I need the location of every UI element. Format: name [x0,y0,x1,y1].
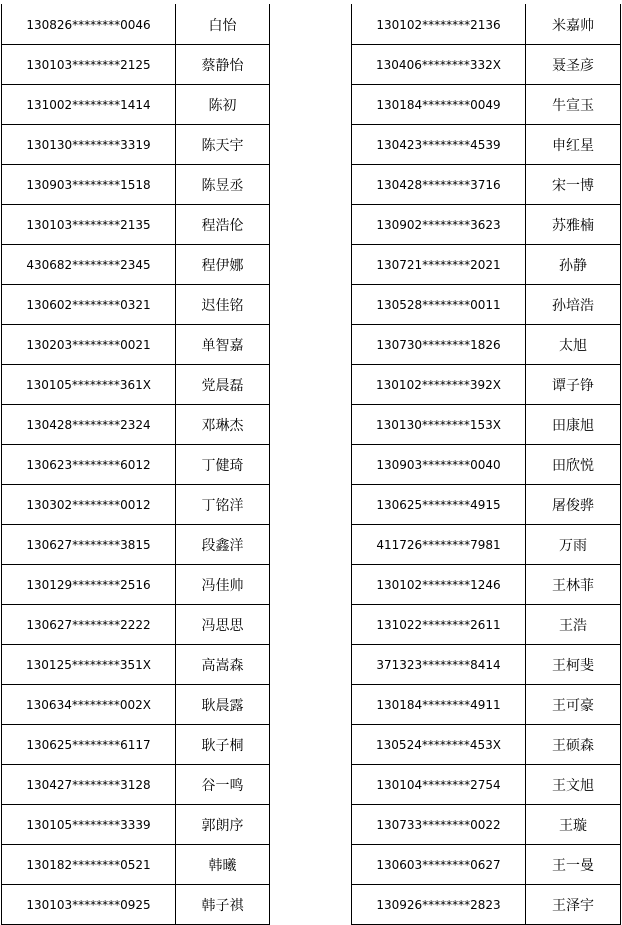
name-cell: 孙培浩 [526,285,621,325]
id-number-cell: 130902********3623 [352,205,526,245]
id-number-cell: 130625********6117 [2,725,176,765]
table-row [352,645,621,685]
table-row [352,245,621,285]
name-cell: 丁铭洋 [176,485,270,525]
name-cell: 郭朗序 [176,805,270,845]
id-number-cell: 130730********1826 [352,325,526,365]
id-number-cell: 130103********2125 [2,45,176,85]
name-cell: 王一曼 [526,845,621,885]
table-row [352,445,621,485]
table-row [2,645,270,685]
id-number-cell: 130903********0040 [352,445,526,485]
table-row [352,485,621,525]
table-row [2,45,270,85]
id-number-cell: 130104********2754 [352,765,526,805]
name-cell: 王泽宇 [526,885,621,925]
id-number-cell: 130625********4915 [352,485,526,525]
table-row [2,365,270,405]
table-row [2,325,270,365]
table-row [352,165,621,205]
id-number-cell: 130926********2823 [352,885,526,925]
name-cell: 聂圣彦 [526,45,621,85]
table-row [2,205,270,245]
name-cell: 米嘉帅 [526,5,621,45]
table-row [2,125,270,165]
name-cell: 宋一博 [526,165,621,205]
name-cell: 太旭 [526,325,621,365]
id-number-cell: 130528********0011 [352,285,526,325]
table-row [2,725,270,765]
left-roster-body [2,5,270,925]
id-number-cell: 371323********8414 [352,645,526,685]
table-row [352,565,621,605]
name-cell: 王柯斐 [526,645,621,685]
id-number-cell: 131022********2611 [352,605,526,645]
id-number-cell: 130603********0627 [352,845,526,885]
table-row [2,405,270,445]
id-number-cell: 130125********351X [2,645,176,685]
name-cell: 耿晨露 [176,685,270,725]
name-cell: 陈初 [176,85,270,125]
id-number-cell: 130102********1246 [352,565,526,605]
id-number-cell: 130103********2135 [2,205,176,245]
table-row [352,805,621,845]
name-cell: 韩子祺 [176,885,270,925]
name-cell: 蔡静怡 [176,45,270,85]
id-number-cell: 130103********0925 [2,885,176,925]
id-number-cell: 130524********453X [352,725,526,765]
table-row [2,885,270,925]
left-roster-table [1,4,270,925]
name-cell: 韩曦 [176,845,270,885]
name-cell: 程伊娜 [176,245,270,285]
table-row [2,805,270,845]
id-number-cell: 130130********3319 [2,125,176,165]
id-number-cell: 130102********2136 [352,5,526,45]
table-row [352,765,621,805]
id-number-cell: 130423********4539 [352,125,526,165]
table-row [2,525,270,565]
name-cell: 冯佳帅 [176,565,270,605]
table-row [352,525,621,565]
id-number-cell: 130129********2516 [2,565,176,605]
id-number-cell: 411726********7981 [352,525,526,565]
name-cell: 白怡 [176,5,270,45]
table-row [352,685,621,725]
name-cell: 谭子铮 [526,365,621,405]
name-cell: 段鑫洋 [176,525,270,565]
name-cell: 高嵩森 [176,645,270,685]
name-cell: 牛宣玉 [526,85,621,125]
table-row [2,565,270,605]
id-number-cell: 130130********153X [352,405,526,445]
id-number-cell: 130105********361X [2,365,176,405]
id-number-cell: 130602********0321 [2,285,176,325]
table-row [352,845,621,885]
name-cell: 迟佳铭 [176,285,270,325]
id-number-cell: 130406********332X [352,45,526,85]
id-number-cell: 130182********0521 [2,845,176,885]
id-number-cell: 130428********2324 [2,405,176,445]
name-cell: 邓琳杰 [176,405,270,445]
name-cell: 万雨 [526,525,621,565]
name-cell: 陈昱丞 [176,165,270,205]
name-cell: 王硕森 [526,725,621,765]
table-row [2,285,270,325]
name-cell: 申红星 [526,125,621,165]
table-row [352,605,621,645]
id-number-cell: 430682********2345 [2,245,176,285]
id-number-cell: 130302********0012 [2,485,176,525]
name-cell: 陈天宇 [176,125,270,165]
table-row [2,605,270,645]
right-roster-table [351,4,621,925]
table-row [352,725,621,765]
id-number-cell: 130623********6012 [2,445,176,485]
table-row [2,165,270,205]
name-cell: 王璇 [526,805,621,845]
table-row [2,685,270,725]
name-cell: 单智嘉 [176,325,270,365]
table-row [2,445,270,485]
id-number-cell: 130627********2222 [2,605,176,645]
name-cell: 耿子桐 [176,725,270,765]
table-row [2,85,270,125]
name-cell: 谷一鸣 [176,765,270,805]
id-number-cell: 130184********4911 [352,685,526,725]
name-cell: 屠俊骅 [526,485,621,525]
table-row [352,885,621,925]
table-row [352,205,621,245]
table-row [352,325,621,365]
table-row [2,245,270,285]
id-number-cell: 130634********002X [2,685,176,725]
id-number-cell: 130428********3716 [352,165,526,205]
id-number-cell: 130733********0022 [352,805,526,845]
id-number-cell: 130102********392X [352,365,526,405]
id-number-cell: 130903********1518 [2,165,176,205]
name-cell: 丁健琦 [176,445,270,485]
id-number-cell: 130721********2021 [352,245,526,285]
id-number-cell: 130826********0046 [2,5,176,45]
name-cell: 程浩伦 [176,205,270,245]
id-number-cell: 130427********3128 [2,765,176,805]
table-row [352,5,621,45]
right-roster-body [352,5,621,925]
table-row [2,845,270,885]
table-row [352,365,621,405]
name-cell: 冯思思 [176,605,270,645]
table-row [352,85,621,125]
name-cell: 孙静 [526,245,621,285]
name-cell: 党晨磊 [176,365,270,405]
name-cell: 苏雅楠 [526,205,621,245]
table-row [352,45,621,85]
name-cell: 王可豪 [526,685,621,725]
table-row [2,5,270,45]
table-row [352,125,621,165]
id-number-cell: 130203********0021 [2,325,176,365]
name-cell: 田欣悦 [526,445,621,485]
table-row [2,485,270,525]
table-row [352,285,621,325]
name-cell: 田康旭 [526,405,621,445]
id-number-cell: 131002********1414 [2,85,176,125]
table-row [352,405,621,445]
id-number-cell: 130184********0049 [352,85,526,125]
name-cell: 王浩 [526,605,621,645]
id-number-cell: 130105********3339 [2,805,176,845]
name-cell: 王林菲 [526,565,621,605]
id-number-cell: 130627********3815 [2,525,176,565]
name-cell: 王文旭 [526,765,621,805]
table-row [2,765,270,805]
